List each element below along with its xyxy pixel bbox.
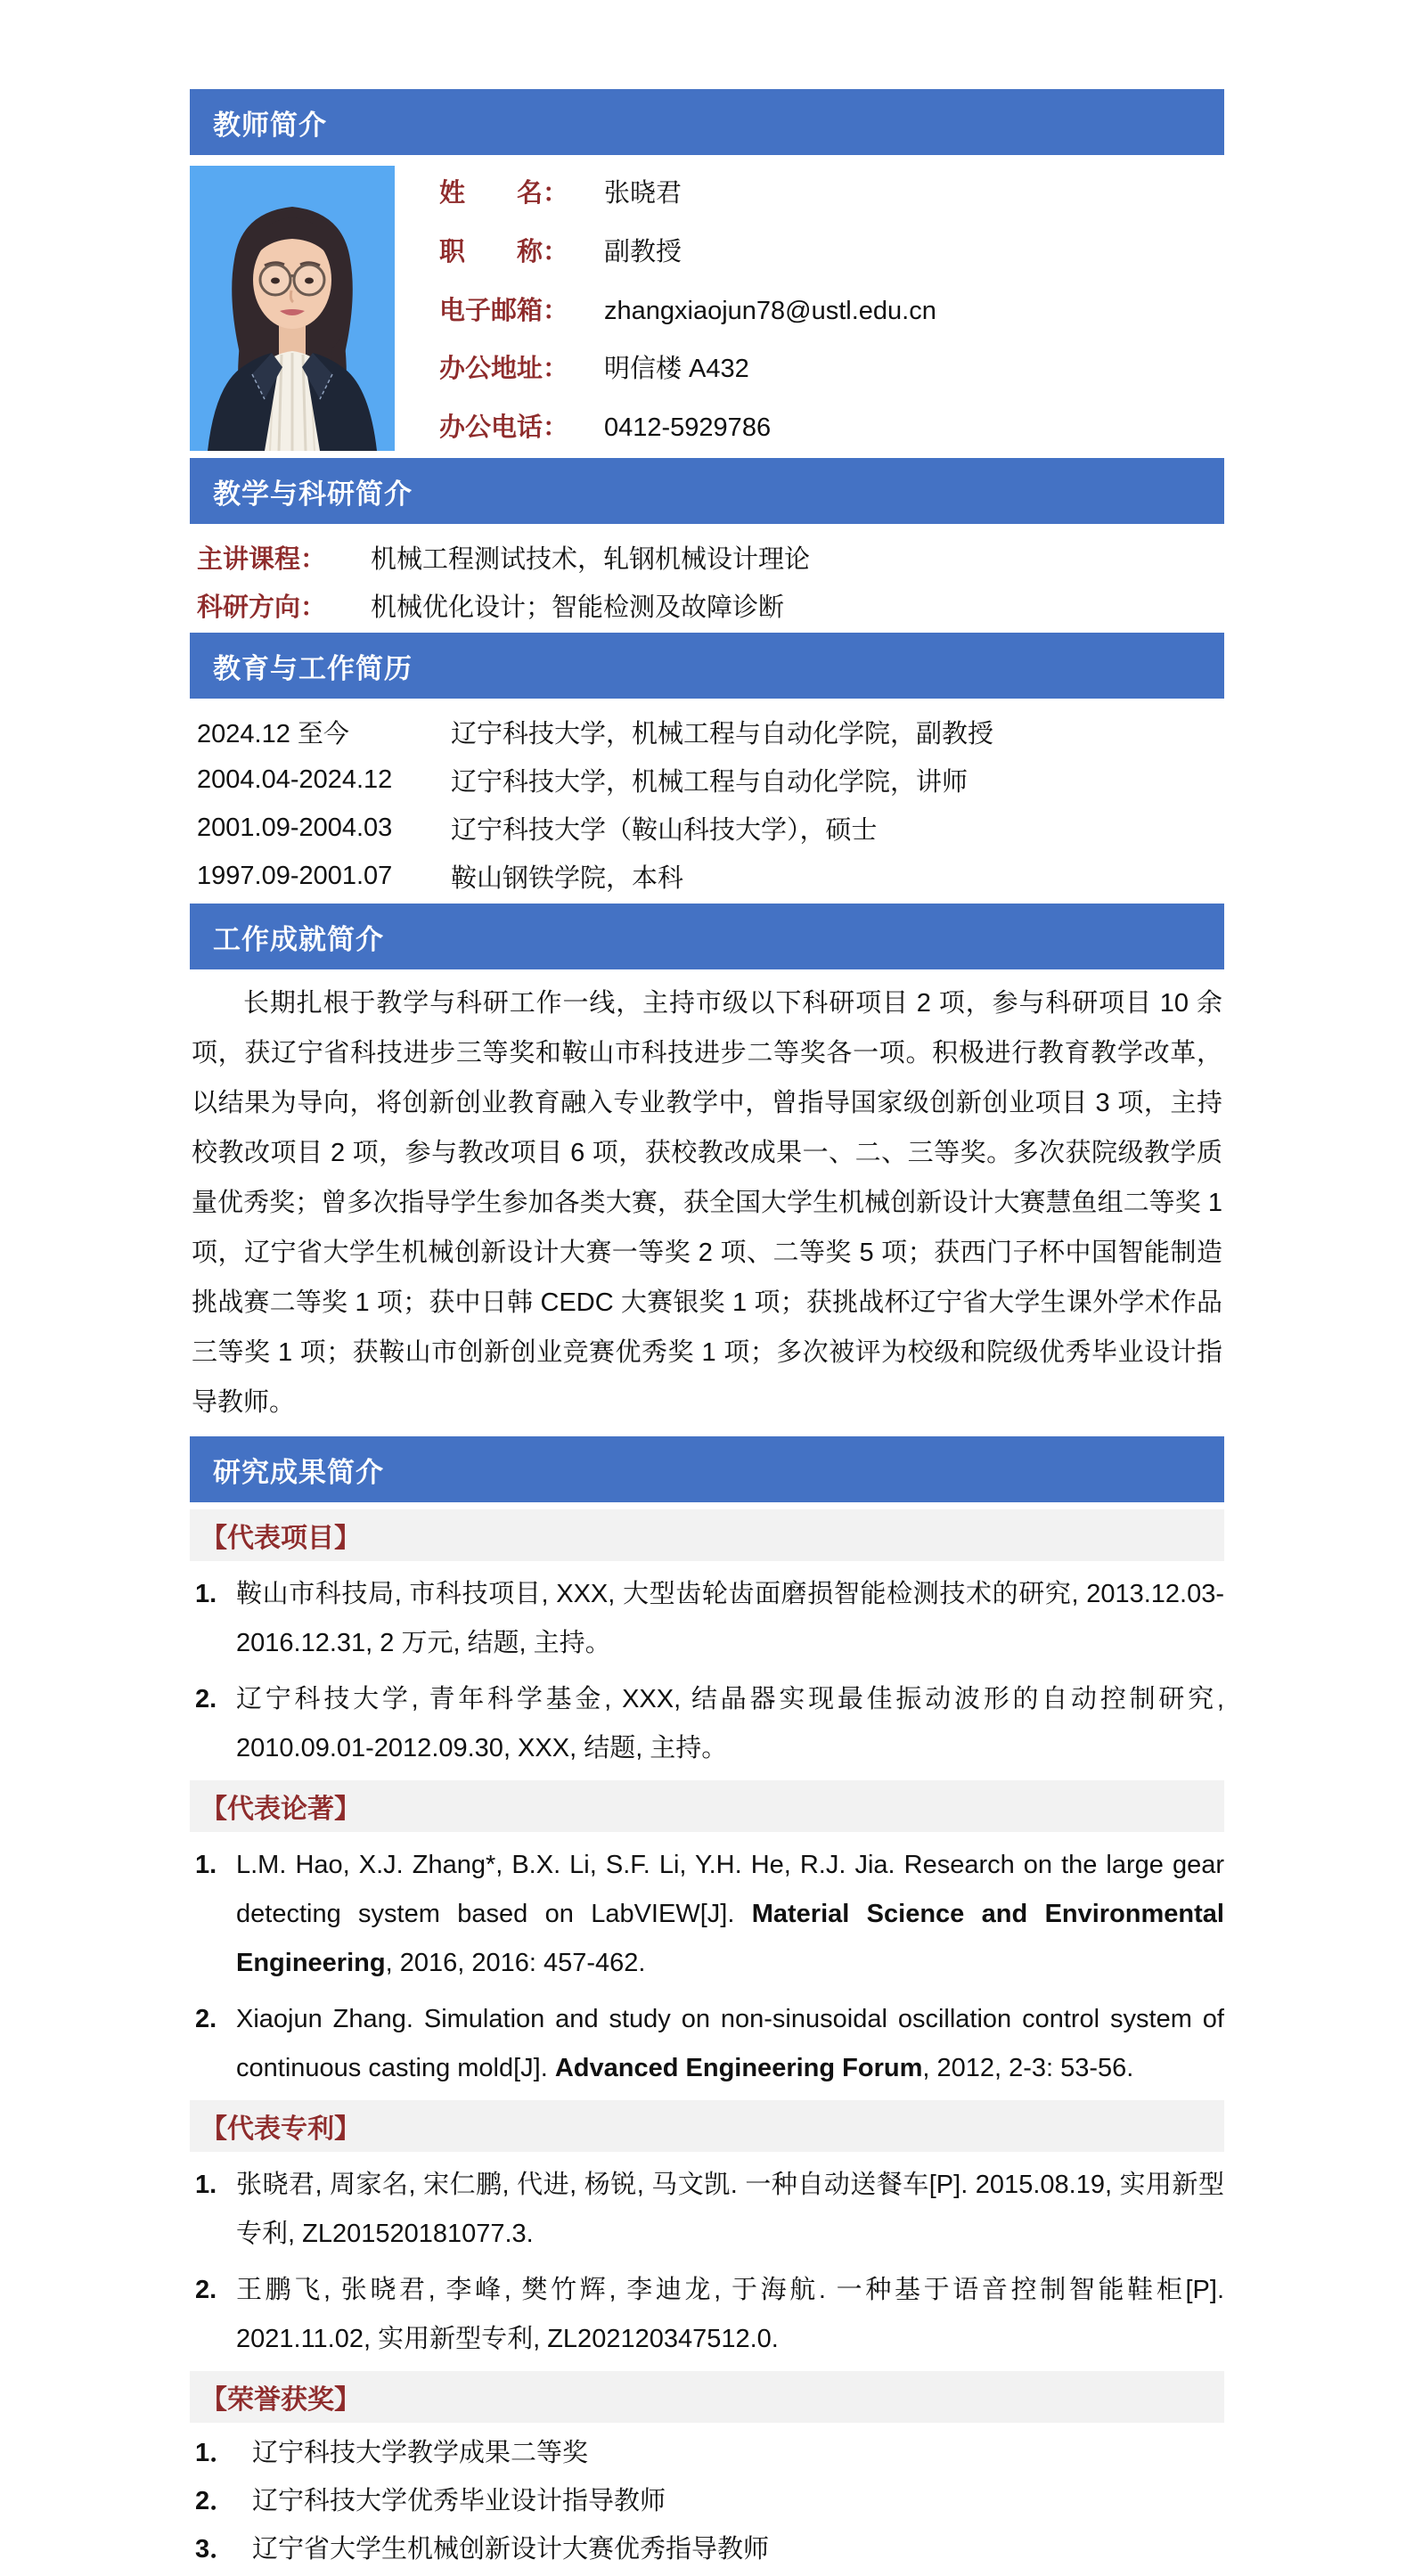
item-number: 2. — [195, 2276, 217, 2304]
field-title — [439, 232, 1224, 268]
row-courses-value: 机械工程测试技术，轧钢机械设计理论 — [371, 544, 811, 574]
papers-list — [190, 1841, 1224, 2093]
timeline-period: 2004.04-2024.12 — [197, 765, 393, 794]
timeline-detail: 鞍山钢铁学院，本科 — [451, 863, 684, 893]
section-title: 教育与工作简历 — [213, 652, 413, 684]
honor-text: 辽宁科技大学教学成果二等奖 — [252, 2439, 589, 2467]
honor-item — [190, 2432, 1224, 2474]
timeline-row — [190, 852, 1224, 900]
patent-text: 王鹏飞, 张晓君, 李峰, 樊竹辉, 李迪龙, 于海航. 一种基于语音控制智能鞋柜[P]. 2021.11.02, 实用新型专利, ZL202120347512.0. — [236, 2276, 1224, 2353]
eye — [271, 278, 280, 284]
section-bar-research-results — [190, 1436, 1224, 1502]
item-number: 2. — [195, 2005, 217, 2033]
row-research-direction-label: 科研方向： — [197, 593, 327, 622]
paper-text: Xiaojun Zhang. Simulation and study on non-sinusoidal oscillation control system of continuous casting mold[J]. Advanced Engineering Forum, 2012, 2-3: 53-56. — [236, 2005, 1224, 2082]
teacher-photo — [190, 166, 395, 451]
row-research-direction — [190, 581, 1224, 629]
field-email — [439, 290, 1224, 327]
timeline-period: 2024.12 至今 — [197, 719, 349, 748]
field-office-phone — [439, 407, 1224, 444]
field-email-value: zhangxiaojun78@ustl.edu.cn — [604, 296, 936, 325]
project-text: 辽宁科技大学, 青年科学基金, XXX, 结晶器实现最佳振动波形的自动控制研究, 2010.09.01-2012.09.30, XXX, 结题, 主持。 — [236, 1685, 1224, 1762]
timeline-detail: 辽宁科技大学，机械工程与自动化学院，副教授 — [451, 719, 994, 748]
honor-item — [190, 2528, 1224, 2571]
field-name — [439, 173, 1224, 209]
timeline-row — [190, 804, 1224, 852]
project-item — [190, 1570, 1224, 1668]
timeline-detail: 辽宁科技大学（鞍山科技大学），硕士 — [451, 815, 878, 845]
patent-item — [190, 2161, 1224, 2259]
timeline-row — [190, 756, 1224, 804]
field-name-value: 张晓君 — [604, 179, 682, 208]
section-title: 教学与科研简介 — [213, 478, 413, 510]
timeline-row — [190, 707, 1224, 756]
achievements-paragraph: 长期扎根于教学与科研工作一线，主持市级以下科研项目 2 项，参与科研项目 10 余项，获辽宁省科技进步三等奖和鞍山市科技进步二等奖各一项。积极进行教育教学改革，以结果为导向，将创新创业教育融入专业教学中，曾指导国家级创新创业项目 3 项，主持校教改项目 2 项，参与教改项目 6 项，获校教改成果一、二、三等奖。多次获院级教学质量优秀奖；曾多次指导学生参加各类大赛，获全国大学生机械创新设计大赛慧鱼组二等奖 1 项，辽宁省大学生机械创新设计大赛一等奖 2 项、二等奖 5 项；获西门子杯中国智能制造挑战赛二等奖 1 项；获中日韩 CEDC 大赛银奖 1 项；获挑战杯辽宁省大学生课外学术作品三等奖 1 项；获鞍山市创新创业竞赛优秀奖 1 项；多次被评为校级和院级优秀毕业设计指导教师。 — [192, 989, 1222, 1417]
patent-text: 张晓君, 周家名, 宋仁鹏, 代进, 杨锐, 马文凯. 一种自动送餐车[P]. 2015.08.19, 实用新型专利, ZL201520181077.3. — [236, 2171, 1224, 2248]
profile-section — [190, 166, 1224, 451]
honor-text: 辽宁科技大学优秀毕业设计指导教师 — [252, 2487, 666, 2515]
item-number: 1. — [195, 1580, 217, 1608]
subheading-representative-projects: 【代表项目】 — [190, 1509, 1224, 1561]
timeline-detail: 辽宁科技大学，机械工程与自动化学院，讲师 — [451, 767, 969, 797]
item-number: 3． — [195, 2535, 236, 2564]
field-office-address-label: 办公地址： — [439, 355, 569, 384]
field-office-phone-value: 0412-5929786 — [604, 413, 772, 442]
project-text: 鞍山市科技局, 市科技项目, XXX, 大型齿轮齿面磨损智能检测技术的研究, 2013.12.03-2016.12.31, 2 万元, 结题, 主持。 — [236, 1580, 1224, 1657]
section-title: 教师简介 — [213, 109, 327, 141]
subheading-representative-patents: 【代表专利】 — [190, 2100, 1224, 2152]
field-office-address-value: 明信楼 A432 — [604, 355, 749, 384]
project-item — [190, 1675, 1224, 1773]
item-number: 2． — [195, 2487, 236, 2515]
section-bar-education-history — [190, 633, 1224, 699]
row-research-direction-value: 机械优化设计；智能检测及故障诊断 — [371, 593, 785, 622]
paper-item — [190, 1995, 1224, 2093]
section-bar-work-achievements — [190, 904, 1224, 969]
field-title-value: 副教授 — [604, 237, 682, 266]
row-courses — [190, 533, 1224, 581]
subheading-honors-awards: 【荣誉获奖】 — [190, 2371, 1224, 2423]
patent-item — [190, 2266, 1224, 2364]
timeline-period: 1997.09-2001.07 — [197, 861, 393, 890]
paper-text: L.M. Hao, X.J. Zhang*, B.X. Li, S.F. Li, Y.H. He, R.J. Jia. Research on the large gear detecting system based on LabVIEW[J]. Material Science and Environmental Engineering, 2016, 2016: 457-462. — [236, 1851, 1224, 1977]
field-office-address — [439, 348, 1224, 385]
teaching-rows — [190, 524, 1224, 633]
item-number: 1. — [195, 1851, 217, 1879]
section-bar-teaching-research — [190, 458, 1224, 524]
section-bar-teacher-intro — [190, 89, 1224, 155]
field-office-phone-label: 办公电话： — [439, 413, 569, 442]
section-title: 研究成果简介 — [213, 1456, 384, 1488]
section-title: 工作成就简介 — [213, 923, 384, 955]
subheading-representative-papers: 【代表论著】 — [190, 1780, 1224, 1832]
profile-fields — [439, 166, 1224, 451]
field-name-label: 姓 名： — [439, 179, 569, 208]
education-timeline — [190, 699, 1224, 904]
honors-list — [190, 2432, 1224, 2571]
field-email-label: 电子邮箱： — [439, 296, 569, 325]
honor-text: 辽宁省大学生机械创新设计大赛优秀指导教师 — [252, 2535, 770, 2564]
timeline-period: 2001.09-2004.03 — [197, 813, 393, 842]
field-title-label: 职 称： — [439, 237, 569, 266]
item-number: 1. — [195, 2171, 217, 2199]
document-page — [190, 0, 1224, 2571]
item-number: 1． — [195, 2439, 236, 2467]
item-number: 2. — [195, 1685, 217, 1713]
honor-item — [190, 2480, 1224, 2523]
eye — [305, 278, 314, 284]
paper-item — [190, 1841, 1224, 1988]
row-courses-label: 主讲课程： — [197, 544, 327, 574]
